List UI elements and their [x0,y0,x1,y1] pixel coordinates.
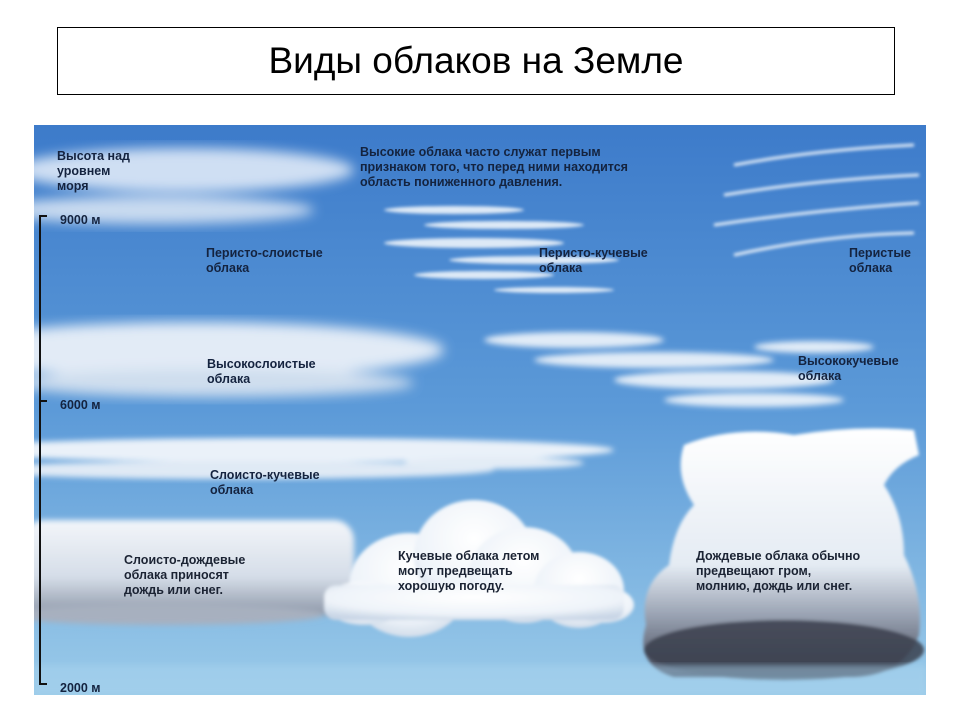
sky-diagram [34,125,926,695]
label-cirrocumulus [539,246,648,276]
label-stratocumulus [210,468,320,498]
label-cumulonimbus-line-3: молнию, дождь или снег. [696,579,853,593]
label-cirrostratus-line-1: Перисто-слоистые [206,246,323,260]
high-clouds-note-line-1: Высокие облака часто служат первым [360,145,601,159]
label-nimbostratus [124,553,245,598]
horizon-haze [34,665,926,695]
label-altocumulus-line-1: Высококучевые [798,354,899,368]
label-cumulonimbus-line-1: Дождевые облака обычно [696,549,861,563]
altitude-heading-line-3: моря [57,179,89,193]
high-clouds-note-line-2: признаком того, что перед ними находится [360,160,628,174]
label-cirrocumulus-line-2: облака [539,261,583,275]
altitude-tick-9000 [39,215,47,217]
title-box [57,27,895,95]
altitude-mark-2000: 2000 м [60,681,101,695]
label-stratocumulus-line-2: облака [210,483,254,497]
label-cumulus [398,549,539,594]
label-cirrus-line-1: Перистые [849,246,911,260]
altitude-mark-6000: 6000 м [60,398,101,412]
label-cumulonimbus [696,549,860,594]
label-stratocumulus-line-1: Слоисто-кучевые [210,468,320,482]
altitude-tick-2000 [39,683,47,685]
label-altocumulus [798,354,899,384]
altitude-heading-line-1: Высота над [57,149,130,163]
altitude-heading [57,149,130,194]
label-altostratus [207,357,316,387]
label-cirrocumulus-line-1: Перисто-кучевые [539,246,648,260]
label-altostratus-line-1: Высокослоистые [207,357,316,371]
label-cirrostratus [206,246,323,276]
high-clouds-note-line-3: область пониженного давления. [360,175,563,189]
label-cumulus-line-3: хорошую погоду. [398,579,505,593]
label-nimbostratus-line-3: дождь или снег. [124,583,224,597]
label-altocumulus-line-2: облака [798,369,842,383]
page-title: Виды облаков на Земле [268,40,684,81]
altitude-heading-line-2: уровнем [57,164,111,178]
altitude-mark-9000: 9000 м [60,213,101,227]
label-cumulus-line-1: Кучевые облака летом [398,549,540,563]
sky-illustration [34,125,926,695]
label-cirrus [849,246,911,276]
label-nimbostratus-line-2: облака приносят [124,568,229,582]
altitude-scale-line [39,215,41,685]
high-clouds-note [360,145,628,190]
label-cumulonimbus-line-2: предвещают гром, [696,564,812,578]
label-cumulus-line-2: могут предвещать [398,564,513,578]
label-cirrus-line-2: облака [849,261,893,275]
label-altostratus-line-2: облака [207,372,251,386]
altitude-tick-6000 [39,400,47,402]
label-cirrostratus-line-2: облака [206,261,250,275]
label-nimbostratus-line-1: Слоисто-дождевые [124,553,246,567]
